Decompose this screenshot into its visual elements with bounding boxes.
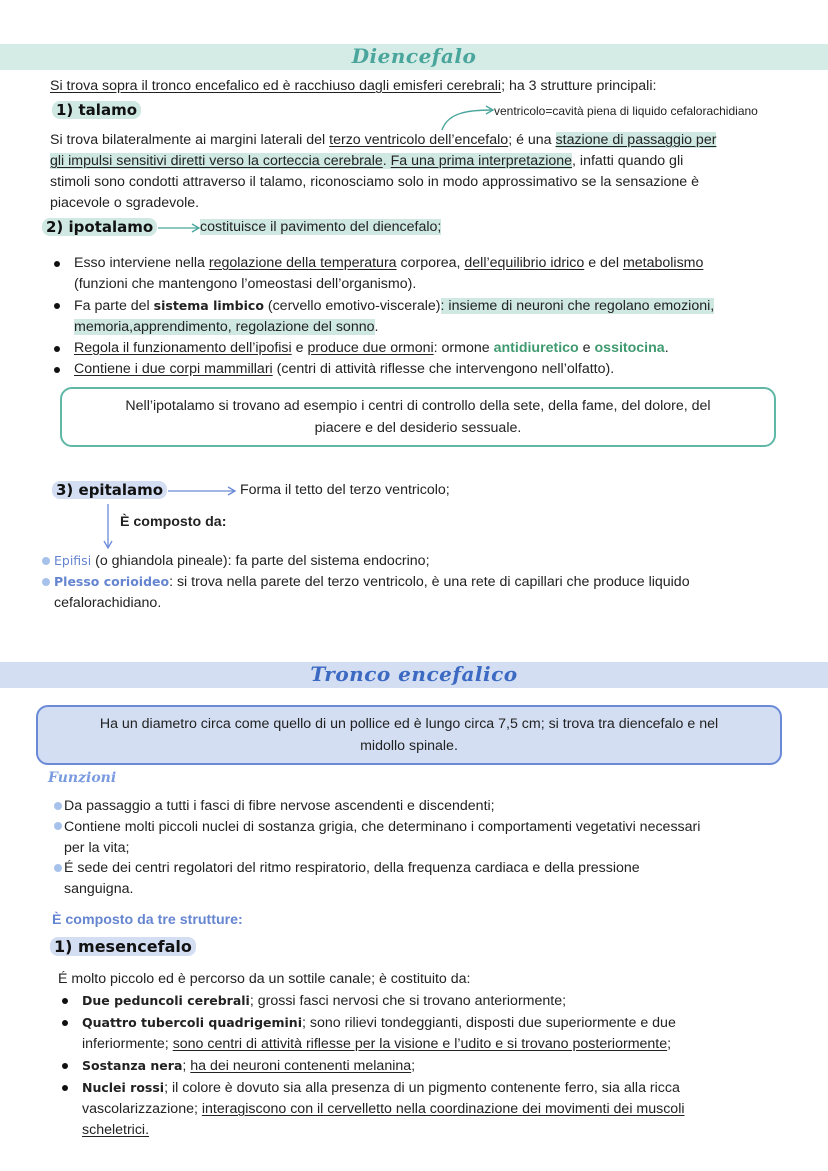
- list-item: Due peduncoli cerebrali; grossi fasci nervosi che si trovano anteriormente;: [58, 990, 798, 1012]
- funzione-item: Da passaggio a tutti i fasci di fibre nervose ascendenti e discendenti;: [64, 798, 495, 814]
- section-title-diencefalo: Diencefalo: [351, 44, 477, 68]
- bullet-dot: [42, 557, 50, 565]
- list-item: Contiene i due corpi mammillari (centri di attività riflesse che intervengono nell’olfatto).: [50, 359, 810, 380]
- heading-talamo: 1) talamo: [52, 101, 141, 119]
- heading-mesencefalo: 1) mesencefalo: [50, 937, 196, 956]
- ipotalamo-list: [50, 253, 810, 380]
- talamo-paragraph: Si trova bilateralmente ai margini laterali del terzo ventricolo dell’encefalo; é una stazione di passaggio per gli impulsi sensitivi diretti verso la corteccia cerebrale. Fa una prima interpretazione, infatti quando gli stimoli sono condotti attraverso il talamo, riconosciamo solo in modo approssimativo se la sensazione è piacevole o sgradevole.: [50, 132, 717, 211]
- list-item: Nuclei rossi; il colore è dovuto sia alla presenza di un pigmento contenente ferro, sia alla ricca vascolarizzazione; interagiscono con il cervelletto nella coordinazione dei movimenti dei muscoli scheletrici.: [58, 1077, 798, 1141]
- list-item: Quattro tubercoli quadrigemini; sono rilievi tondeggianti, disposti due superiormente e due inferiormente; sono centri di attività riflesse per la visione e l’udito e si trovano posteriormente;: [58, 1012, 798, 1055]
- composto-label: È composto da tre strutture:: [52, 912, 243, 928]
- epifisi-item: Epifisi (o ghiandola pineale): fa parte del sistema endocrino;: [54, 553, 430, 569]
- ventricolo-annotation: ventricolo=cavità piena di liquido cefalorachidiano: [494, 104, 758, 118]
- ipotalamo-pavimento: costituisce il pavimento del diencefalo;: [200, 219, 442, 235]
- heading-ipotalamo: 2) ipotalamo: [42, 218, 157, 236]
- list-item: Esso interviene nella regolazione della temperatura corporea, dell’equilibrio idrico e del metabolismo (funzioni che mantengono l’omeostasi dell’organismo).: [50, 253, 810, 295]
- section-title-tronco: Tronco encefalico: [310, 662, 518, 686]
- heading-epitalamo: 3) epitalamo: [52, 481, 167, 499]
- bullet-dot: [54, 822, 62, 830]
- arrow-right-icon: [166, 484, 238, 498]
- list-item: Sostanza nera; ha dei neuroni contenenti melanina;: [58, 1055, 798, 1077]
- plesso-item: Plesso corioideo: si trova nella parete del terzo ventricolo, è una rete di capillari che produce liquido cefalorachidiano.: [54, 574, 690, 611]
- list-item: Fa parte del sistema limbico (cervello emotivo-viscerale): insieme di neuroni che regolano emozioni, memoria,apprendimento, regolazione del sonno.: [50, 295, 810, 338]
- intro-line: Si trova sopra il tronco encefalico ed è racchiuso dagli emisferi cerebrali; ha 3 strutture principali:: [50, 78, 657, 94]
- bullet-dot: [54, 864, 62, 872]
- mesencefalo-intro: É molto piccolo ed è percorso da un sottile canale; è costituito da:: [58, 971, 471, 987]
- bullet-dot: [54, 802, 62, 810]
- tronco-callout: Ha un diametro circa come quello di un pollice ed è lungo circa 7,5 cm; si trova tra diencefalo e nel midollo spinale.: [36, 705, 782, 765]
- mesencefalo-list: [58, 990, 798, 1141]
- arrow-right-icon: [156, 221, 202, 235]
- funzioni-label: Funzioni: [48, 770, 117, 786]
- list-item: Regola il funzionamento dell’ipofisi e produce due ormoni: ormone antidiuretico e ossitocina.: [50, 338, 810, 359]
- bullet-dot: [42, 578, 50, 586]
- ipotalamo-callout: Nell’ipotalamo si trovano ad esempio i centri di controllo della sete, della fame, del dolore, del piacere e del desiderio sessuale.: [60, 387, 776, 447]
- funzione-item: É sede dei centri regolatori del ritmo respiratorio, della frequenza cardiaca e della pressione sanguigna.: [64, 860, 640, 897]
- funzione-item: Contiene molti piccoli nuclei di sostanza grigia, che determinano i comportamenti vegetativi necessari per la vita;: [64, 819, 701, 856]
- curved-arrow-icon: [440, 104, 496, 132]
- epitalamo-tetto: Forma il tetto del terzo ventricolo;: [240, 482, 450, 498]
- epitalamo-composto: È composto da:: [120, 514, 227, 530]
- arrow-down-icon: [100, 503, 116, 551]
